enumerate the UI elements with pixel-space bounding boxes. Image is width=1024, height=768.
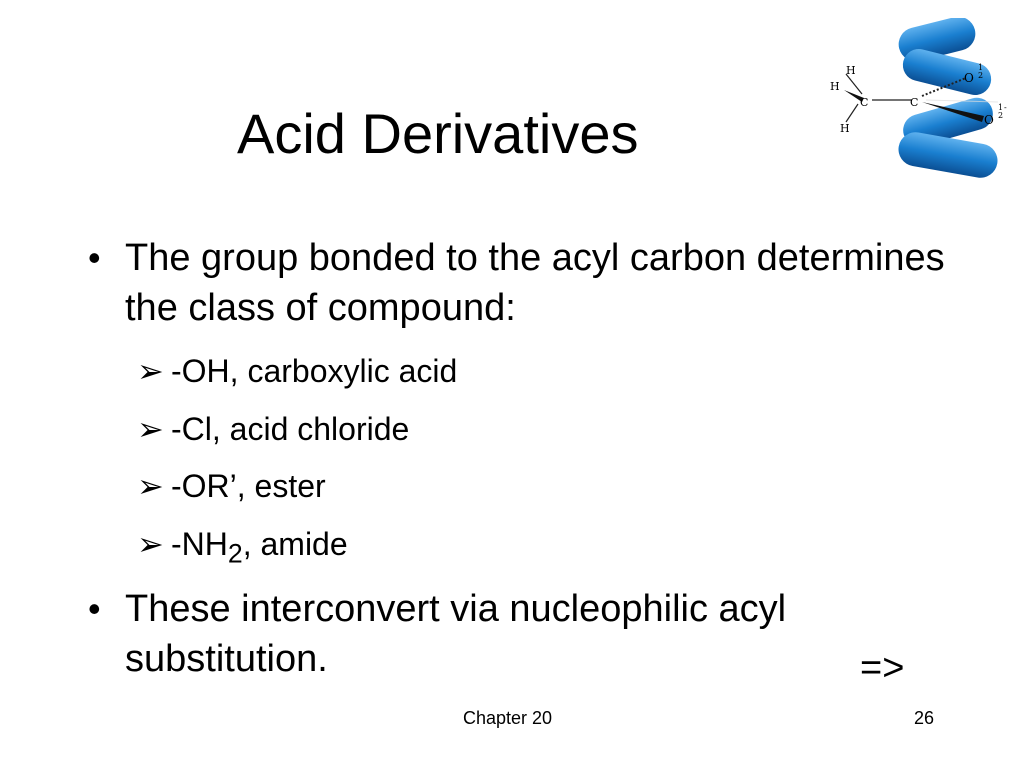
bullet-text: These interconvert via nucleophilic acyl substitution. bbox=[125, 588, 787, 680]
sub-bullet-item bbox=[137, 409, 409, 449]
atom-label: H bbox=[840, 122, 850, 135]
footer-chapter: Chapter 20 bbox=[463, 708, 553, 728]
atom-label: H bbox=[846, 64, 856, 77]
sub-bullet-text: , carboxylic acid bbox=[229, 353, 458, 389]
sub-bullet-prefix: -OR’ bbox=[171, 468, 237, 504]
sub-bullet-item bbox=[137, 524, 348, 569]
sub-bullet-subscript: 2 bbox=[227, 538, 243, 569]
atom-label: H bbox=[830, 80, 840, 93]
sub-bullet-item bbox=[137, 351, 457, 391]
sub-bullet-prefix: -OH bbox=[171, 353, 230, 389]
sub-bullet-text: , amide bbox=[242, 526, 348, 562]
charge-label: 1 bbox=[998, 103, 1004, 112]
atom-label: C bbox=[910, 96, 919, 109]
slide-title: Acid Derivatives bbox=[237, 102, 639, 165]
charge-label: 2 bbox=[998, 111, 1004, 120]
acetate-orbital-logo bbox=[822, 18, 1022, 180]
page-number: 26 bbox=[914, 708, 935, 728]
sub-bullet-item bbox=[137, 466, 326, 506]
bullet-text: The group bonded to the acyl carbon determines the class of compound: bbox=[125, 237, 945, 329]
charge-label: - bbox=[1004, 103, 1007, 112]
arrow-bullet-icon: ➢ bbox=[137, 526, 164, 562]
sub-bullet-prefix: -NH bbox=[171, 526, 228, 562]
bond-line bbox=[846, 74, 862, 94]
next-slide-marker: => bbox=[860, 647, 905, 689]
arrow-bullet-icon: ➢ bbox=[137, 353, 164, 389]
sub-bullet-text: , ester bbox=[236, 468, 326, 504]
bond-line bbox=[846, 104, 858, 122]
sub-bullet-prefix: -Cl bbox=[171, 411, 212, 447]
sub-bullet-text: , acid chloride bbox=[211, 411, 410, 447]
charge-label: 1 bbox=[978, 63, 984, 72]
arrow-bullet-icon: ➢ bbox=[137, 411, 164, 447]
arrow-bullet-icon: ➢ bbox=[137, 468, 164, 504]
atom-label: O bbox=[984, 113, 994, 127]
charge-label: 2 bbox=[978, 71, 984, 80]
atom-label: C bbox=[860, 96, 869, 109]
bullet-marker: • bbox=[88, 588, 101, 629]
bullet-marker: • bbox=[88, 237, 101, 278]
atom-label: O bbox=[964, 71, 974, 85]
